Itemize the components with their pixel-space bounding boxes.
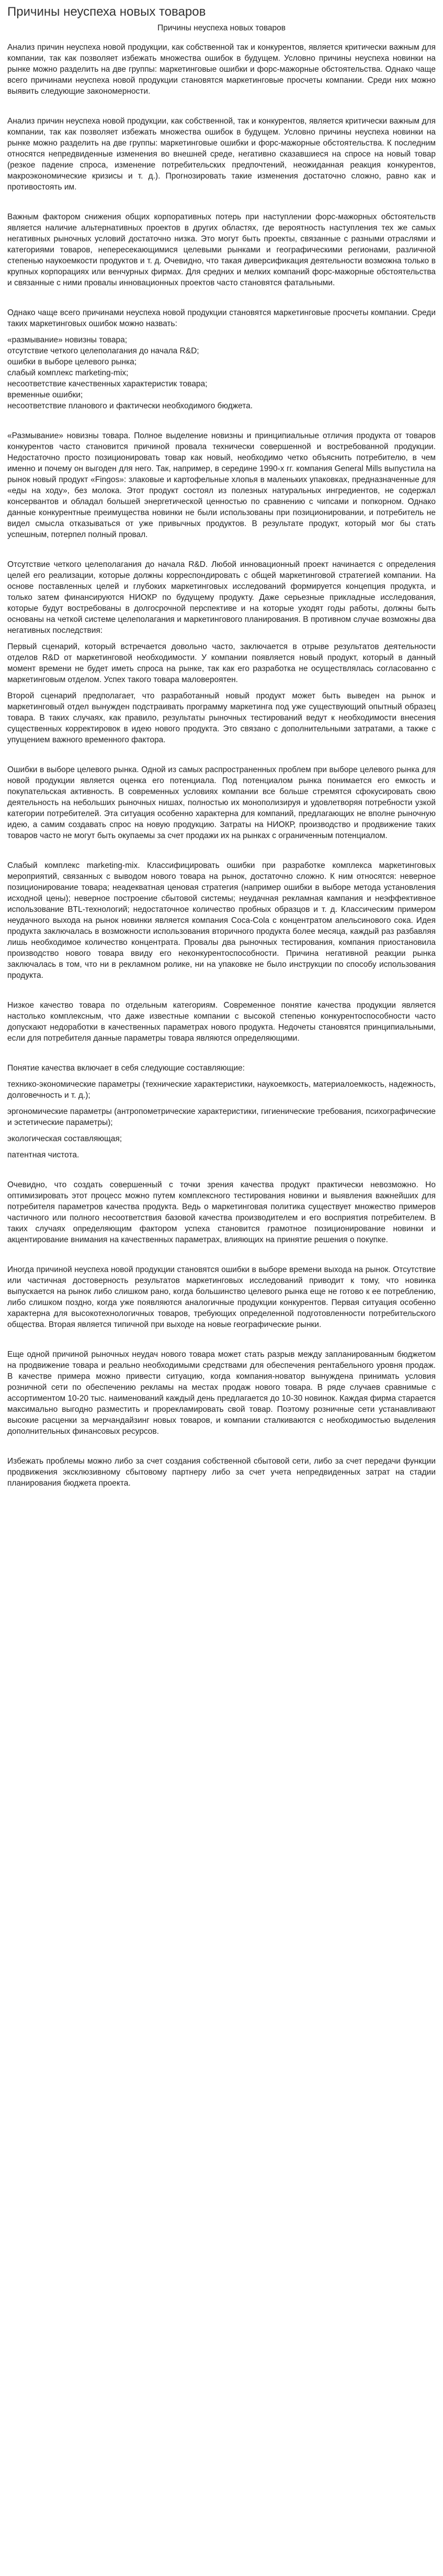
text-section xyxy=(7,1063,436,1161)
paragraph: Однако чаще всего причинами неуспеха новой продукции становятся маркетинговые просчеты компании. Среди таких маркетинговых ошибок можно назвать: xyxy=(7,308,436,328)
text-section xyxy=(7,1349,436,1437)
paragraph: Низкое качество товара по отдельным категориям. Современное понятие качества продукции является настолько комплексным, что даже известные компании с высокой степенью конкурентоспособности часто допускают недоработки в качественных параметрах нового продукта. Недочеты становятся принципиальными, если для потребителя данные параметры товара являются определяющими. xyxy=(7,1001,436,1043)
paragraph: Анализ причин неуспеха новой продукции, как собственной так и конкурентов, является критически важным для компании, так как позволяет избежать множества ошибок в будущем. Условно причины неуспеха новинки на рынке можно разделить на две группы: маркетинговые ошибки и форс-мажорные обстоятельства. Однако чаще всего причинами неуспеха новой продукции становятся маркетинговые просчеты компании. Среди них можно выявить следующие закономерности. xyxy=(7,43,436,96)
list-item: несоответствие качественных характеристик товара; xyxy=(7,380,208,388)
page-heading: Причины неуспеха новых товаров xyxy=(7,5,206,19)
paragraph: эргономические параметры (антропометрические характеристики, гигиенические требования, психографические и эстетические параметры); xyxy=(7,1107,436,1127)
list-item: несоответствие планового и фактически необходимого бюджета. xyxy=(7,402,253,410)
paragraph: Еще одной причиной рыночных неудач нового товара может стать разрыв между запланированным бюджетом на продвижение товара и реально необходимыми средствами для обеспечения рентабельного уровня продаж. В качестве примера можно привести ситуацию, когда компания-новатор вынуждена принимать условия розничной сети по обеспечению рекламы на местах продаж нового товара. В ряде случаев сравнимые с ассортиментом 10-20 тыс. наименований каждый день предлагается до 10-30 новинок. Каждая фирма старается максимально выгодно разместить и прорекламировать свой товар. Поэтому розничные сети устанавливают высокие расценки за мерчандайзинг новых товаров, и компании сталкиваются с необходимостью выделения дополнительных финансовых ресурсов. xyxy=(7,1350,436,1436)
text-section xyxy=(7,211,436,288)
text-section xyxy=(7,430,436,540)
document-subtitle: Причины неуспеха новых товаров xyxy=(157,24,286,32)
paragraph: технико-экономические параметры (технические характеристики, наукоемкость, материалоемкость, надежность, долговечность и т. д.); xyxy=(7,1080,436,1100)
paragraph: патентная чистота. xyxy=(7,1151,79,1159)
text-section xyxy=(7,1179,436,1245)
paragraph: Избежать проблемы можно либо за счет создания собственной сбытовой сети, либо за счет передачи функции продвижения эксклюзивному сбытовому партнеру либо за счет учета непредвиденных затрат на стадии планирования бюджета проекта. xyxy=(7,1457,436,1488)
text-section xyxy=(7,42,436,97)
text-section xyxy=(7,1456,436,1489)
text-section xyxy=(7,860,436,981)
text-section xyxy=(7,307,436,411)
paragraph: Важным фактором снижения общих корпоративных потерь при наступлении форс-мажорных обстоятельств является наличие альтернативных проектов в других областях, где вероятность наступления тех же самых негативных рыночных условий достаточно низка. Это могут быть проекты, связанные с разными отраслями и категориями товаров, непересекающимися целевыми рынками и географическими регионами, различной степенью наукоемкости продуктов и т. д. Очевидно, что такая диверсификация деятельности возможна только в крупных корпорациях или венчурных фирмах. Для средних и мелких компаний форс-мажорные обстоятельства и связанные с ними провалы инновационных проектов часто становятся фатальными. xyxy=(7,213,436,287)
bullet-list xyxy=(7,334,436,411)
text-section xyxy=(7,1000,436,1044)
paragraph: Иногда причиной неуспеха новой продукции становятся ошибки в выборе времени выхода на рынок. Отсутствие или частичная достоверность результатов маркетинговых исследований приводит к тому, что новинка выпускается на рынок либо слишком рано, когда большинство целевого рынка еще не готово к ее потреблению, либо слишком поздно, когда уже появляются аналогичные продукции конкурентов. Первая ситуация особенно характерна для высокотехнологичных товаров, требующих определенной подготовленности потребительского общества. Вторая является типичной при выходе на новые географические рынки. xyxy=(7,1265,436,1329)
text-section xyxy=(7,559,436,745)
paragraph: Первый сценарий, который встречается довольно часто, заключается в отрыве результатов деятельности отделов R&D от маркетинговой необходимости. У компании появляется новый продукт, который в данный момент времени не будет иметь спроса на рынке, так как его разработка не осуществлялась согласованно с маркетинговым отделом. Успех такого товара маловероятен. xyxy=(7,642,436,684)
paragraph: Анализ причин неуспеха новой продукции, как собственной, так и конкурентов, является критически важным для компании, так как позволяет избежать множества ошибок в будущем. Условно причины неуспеха новинки на рынке можно разделить на две группы: маркетинговые ошибки и форс-мажорные обстоятельства. К последним относятся непредвиденные изменения во внешней среде, негативно сказавшиеся на спросе на новый товар (резкое падение спроса, изменение потребительских предпочтений, неожиданная реакция конкурентов, макроэкономические кризисы и т. д.). Прогнозировать такие изменения достаточно сложно, равно как и противостоять им. xyxy=(7,117,436,192)
paragraph: Второй сценарий предполагает, что разработанный новый продукт может быть выведен на рынок и маркетинговый отдел вынужден подстраивать программу маркетинга под уже существующий опытный образец товара. В таких случаях, как правило, результаты рыночных тестирований ведут к необходимости внесения существенных корректировок в идею нового продукта. Это связано с дополнительными затратами, а также с упущением важного временного фактора. xyxy=(7,692,436,744)
text-section xyxy=(7,1264,436,1330)
paragraph: Очевидно, что создать совершенный с точки зрения качества продукт практически невозможно. Но оптимизировать этот процесс можно путем комплексного тестирования новинки и выявления важнейших для потребителя параметров качества продукта. Ведь о маркетинговая политика существует множество примеров частичного или полного несоответствия базовой качества производителем и его восприятия потребителем. В таких случаях определяющим фактором успеха становится грамотное позиционирование новинки и акцентирование внимания на качественных параметрах, влияющих на принятие решения о покупке. xyxy=(7,1180,436,1244)
document-body xyxy=(7,42,436,1489)
paragraph: «Размывание» новизны товара. Полное выделение новизны и принципиальные отличия продукта от товаров конкурентов часто становится причиной провала технически совершенной и востребованной продукции. Недостаточно просто позиционировать товар как новый, необходимо четко объяснить потребителю, в чем именно и почему он выгоден для него. Так, например, в середине 1990-х гг. компания General Mills выпустила на рынок новый продукт «Fingos»: злаковые и картофельные хлопья в маленьких упаковках, предназначенные для «еды на ходу», без молока. Этот продукт состоял из полезных натуральных ингредиентов, не содержал консервантов и обладал большей энергетической ценностью по сравнению с чипсами и попкорном. Однако данные конкурентные преимущества новинки не были использованы при позиционировании, и потребитель не видел смысла отказываться от уже привычных продуктов. В результате продукт, который мог бы стать успешным, потерпел полный провал. xyxy=(7,431,436,539)
paragraph: Понятие качества включает в себя следующие составляющие: xyxy=(7,1064,245,1073)
text-section xyxy=(7,116,436,193)
list-item: временные ошибки; xyxy=(7,391,83,399)
paragraph: Слабый комплекс marketing-mix. Классифицировать ошибки при разработке комплекса маркетинговых мероприятий, связанных с выводом нового товара на рынок, достаточно сложно. К ним относятся: неверное позиционирование товара; неадекватная ценовая стратегия (например ошибки в выборе метода установления исходной цены); неверное построение сбытовой системы; неудачная рекламная кампания и неэффективное использование BTL-технологий; недостаточное количество пробных образцов и т. д. Классическим примером неудачного выхода на рынок новинки является компания Coca-Cola с концентратом апельсинового сока. Идея продукта заключалась в возможности использования вторичного продукта более месяца, каждый раз разбавляя лишь необходимое количество концентрата. Провалы два рыночных тестирования, компания приостановила производство нового товара ввиду его неконкурентоспособности. Причина негативной реакции рынка заключалась в том, что ни в рекламном ролике, ни на упаковке не было инструкции по способу использования продукта. xyxy=(7,861,436,980)
paragraph: Ошибки в выборе целевого рынка. Одной из самых распространенных проблем при выборе целевого рынка для новой продукции является оценка его потенциала. Под потенциалом рынка понимается его емкость и покупательская активность. В современных условиях компании все больше стремятся сфокусировать свою деятельность на небольших рыночных нишах, полностью их монополизируя и удовлетворяя потребности узкой категории потребителей. Эта ситуация особенно характерна для компаний, предлагающих не вполне рыночную идею, а самим создавать спрос на новую продукцию. Затраты на НИОКР, производство и продвижение таких товаров часто не могут быть окупаемы за счет продажи их на рынках с ограниченным потенциалом. xyxy=(7,765,436,840)
list-item: «размывание» новизны товара; xyxy=(7,336,127,344)
list-item: отсутствие четкого целеполагания до начала R&D; xyxy=(7,347,199,355)
list-item: ошибки в выборе целевого рынка; xyxy=(7,358,137,366)
paragraph: экологическая составляющая; xyxy=(7,1134,122,1143)
paragraph: Отсутствие четкого целеполагания до начала R&D. Любой инновационный проект начинается с определения целей его реализации, которые должны корреспондировать с общей маркетинговой стратегией компании. На основе поставленных целей и глубоких маркетинговых исследований формируется концепция продукта, и только затем финансируются НИОКР по будущему продукту. Даже серьезные прикладные исследования, которые будут востребованы в долгосрочной перспективе и на которые уходят годы работы, должны быть основаны на четкой системе целеполагания и маркетингового планирования. В противном случае возможны два негативных последствия: xyxy=(7,560,436,635)
text-section xyxy=(7,764,436,841)
list-item: слабый комплекс marketing-mix; xyxy=(7,369,129,377)
